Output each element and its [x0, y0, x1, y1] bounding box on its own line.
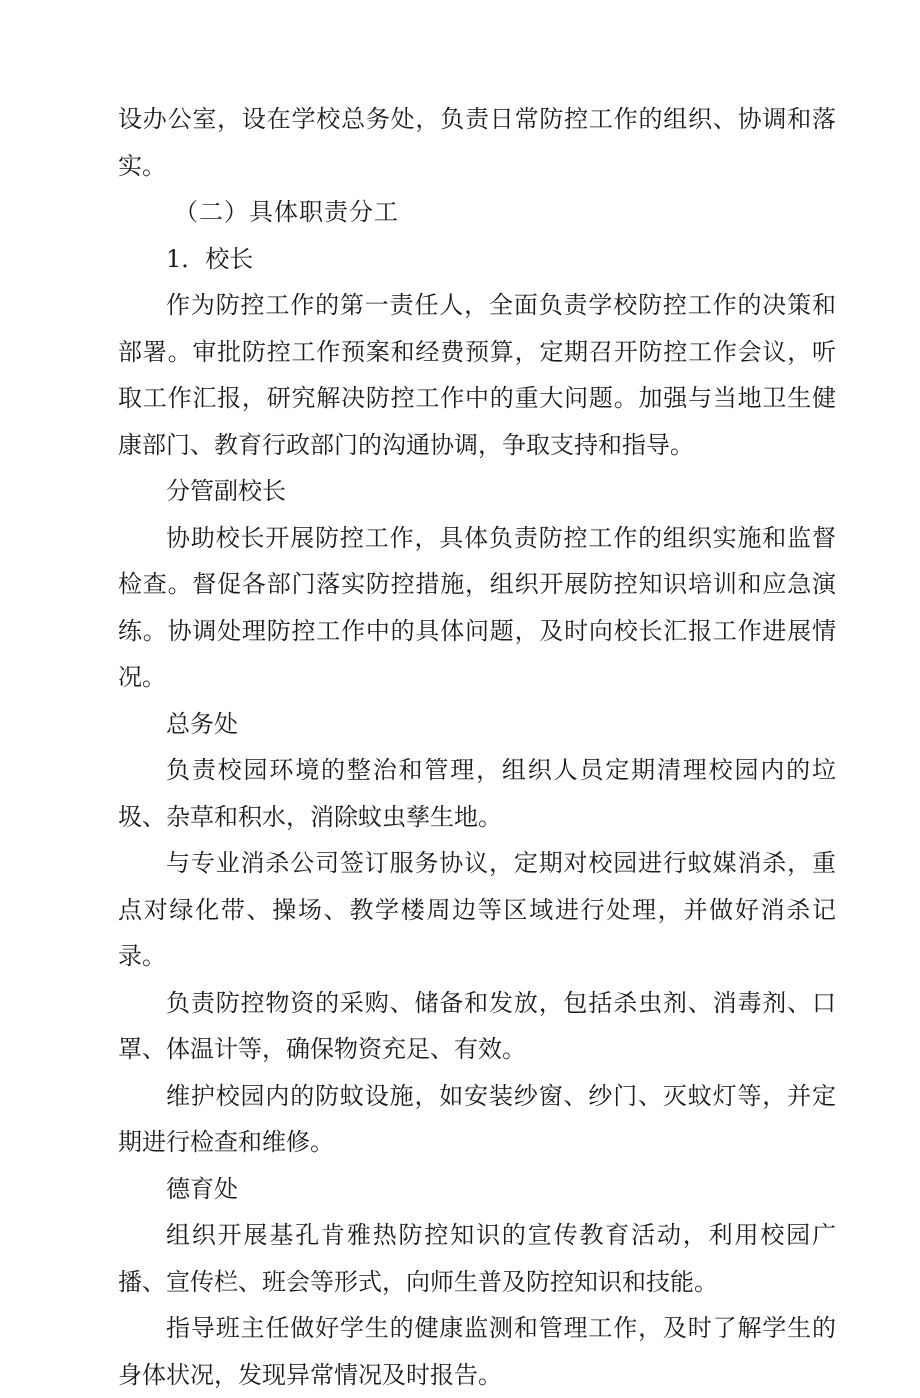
subheading-moral-education: 德育处 [166, 1174, 238, 1203]
paragraph-general-affairs-supplies: 负责防控物资的采购、储备和发放，包括杀虫剂、消毒剂、口罩、体温计等，确保物资充足、有效。 [118, 988, 836, 1063]
paragraph-general-affairs-disinfection: 与专业消杀公司签订服务协议，定期对校园进行蚊媒消杀，重点对绿化带、操场、教学楼周边等区域进行处理，并做好消杀记录。 [118, 849, 836, 970]
subheading-general-affairs: 总务处 [166, 709, 238, 738]
paragraph-moral-education-publicity: 组织开展基孔肯雅热防控知识的宣传教育活动，利用校园广播、宣传栏、班会等形式，向师生普及防控知识和技能。 [118, 1221, 836, 1296]
paragraph-general-affairs-facilities: 维护校园内的防蚊设施，如安装纱窗、纱门、灭蚊灯等，并定期进行检查和维修。 [118, 1081, 836, 1156]
subheading-principal: 1．校长 [166, 244, 254, 273]
subheading-vice-principal: 分管副校长 [166, 477, 286, 505]
paragraph-vice-principal-duties: 协助校长开展防控工作，具体负责防控工作的组织实施和监督检查。督促各部门落实防控措施，组织开展防控知识培训和应急演练。协调处理防控工作中的具体问题，及时向校长汇报工作进展情况。 [118, 523, 836, 691]
paragraph-principal-duties: 作为防控工作的第一责任人，全面负责学校防控工作的决策和部署。审批防控工作预案和经费预算，定期召开防控工作会议，听取工作汇报，研究解决防控工作中的重大问题。加强与当地卫生健康部门、教育行政部门的沟通协调，争取支持和指导。 [118, 291, 836, 459]
paragraph-continuation: 设办公室，设在学校总务处，负责日常防控工作的组织、协调和落实。 [118, 105, 836, 180]
paragraph-moral-education-monitoring: 指导班主任做好学生的健康监测和管理工作，及时了解学生的身体状况，发现异常情况及时报告。 [118, 1314, 836, 1389]
section-heading: （二）具体职责分工 [174, 198, 399, 226]
document-body [118, 96, 836, 1398]
paragraph-general-affairs-environment: 负责校园环境的整治和管理，组织人员定期清理校园内的垃圾、杂草和积水，消除蚊虫孳生地。 [118, 756, 836, 831]
